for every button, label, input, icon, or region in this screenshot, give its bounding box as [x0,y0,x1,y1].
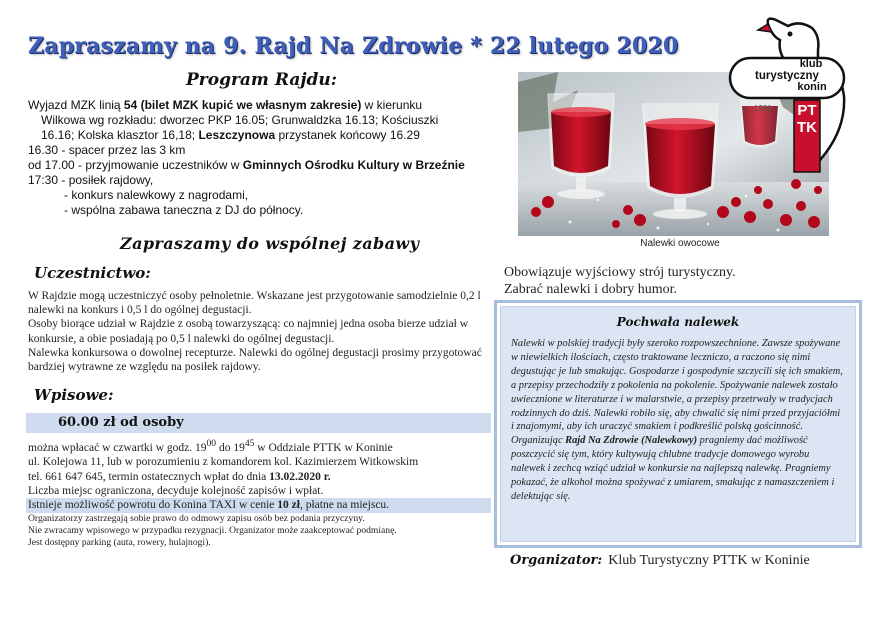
program-bullet: - wspólna zabawa taneczna z DJ do północy. [64,203,304,217]
program-text: Wyjazd MZK linią [28,98,124,112]
fee-text: , płatne na miejscu. [299,499,390,512]
note-line: Zabrać nalewki i dobry humor. [504,282,678,297]
organizer-label: Organizator: [510,553,603,568]
fee-text: w Oddziale PTTK w Koninie [254,441,393,454]
program-line [28,98,498,113]
program-text: w kierunku [361,98,423,112]
time-superscript: 00 [206,438,217,449]
organizer [510,553,810,569]
fee-section [28,437,494,549]
fee-text: Istnieje możliwość powrotu do Konina TAXI w cenie [28,499,278,512]
program-bullet: - konkurs nalewkowy z nagrodami, [64,188,249,202]
logo-text-tourist: turystyczny [755,70,819,82]
taxi-band [26,498,491,512]
price-band: 60.00 zł od osoby [26,413,491,433]
fine-print: Jest dostępny parking (auta, rowery, hulajnogi). [28,536,211,548]
participation-heading: Uczestnictwo: [34,264,151,282]
participation-paragraph: W Rajdzie mogą uczestniczyć osoby pełnoletnie. Wskazane jest przygotowanie samodzielnie 0,2 l nalewki na konkurs i 0,5 l do ogólnej degustacji. [28,290,481,317]
fee-line [28,437,494,455]
fee-text: można wpłacać w czwartki w godz. 19 [28,441,207,454]
pttk-club-logo [728,14,850,174]
program-line [28,128,498,143]
praise-text [511,337,845,504]
page-title: Zapraszamy na 9. Rajd Na Zdrowie * 22 lutego 2020 [28,33,679,59]
final-stop: Leszczynowa [198,128,276,142]
venue-name: Gminnych Ośrodku Kultury w Brzeźnie [242,158,465,172]
logo-pttk: PTTK [797,102,817,136]
program-line: 16.30 - spacer przez las 3 km [28,143,186,157]
photo-caption: Nalewki owocowe [640,238,720,249]
fee-line [28,470,494,484]
program-text: przystanek końcowy 16.29 [275,128,420,142]
participation-section [28,289,494,374]
fine-print: Nie zwracamy wpisowego w przypadku rezygnacji. Organizator może zaakceptować podmianę. [28,524,397,536]
praise-box-inner [500,306,856,542]
organizer-name: Klub Turystyczny PTTK w Koninie [608,553,810,568]
time-superscript: 45 [244,438,255,449]
taxi-price: 10 zł [277,499,300,512]
program-text: 16.16; Kolska klasztor 16,18; [41,128,199,142]
fee-line: ul. Kolejowa 11, lub w porozumieniu z komandorem kol. Kazimierzem Witkowskim [28,456,419,469]
bird-logo-icon [728,14,850,174]
fee-line: Liczba miejsc ograniczona, decyduje kolejność zapisów i wpłat. [28,485,324,498]
payment-deadline: 13.02.2020 r. [269,470,331,483]
praise-text-part: Nalewki w polskiej tradycji były szeroko rozpowszechnione. Zawsze spożywane w niewielkich ilościach, często traktowane leczniczo, a raczono się nimi degustując je lub smakując. Gospodarze i gospodynie szczycili się ich smakiem, a przepisy przechodziły z pokolenia na pokolenie. Spożywanie nalewek zostało uwiecznione w literaturze i w malarstwie, a przepisy przetrwały w tradycjach rodzinnych do dziś. Nalewki robiło się, aby chwalić się nimi przed przyjaciółmi i znajomymi, aby ich uraczyć smakiem i podkreślić polską gościnność. Organizując [511,338,843,447]
logo-text-konin: konin [797,81,827,93]
bus-ticket-note: 54 (bilet MZK kupić we własnym zakresie) [123,98,362,112]
participation-paragraph: Osoby biorące udział w Rajdzie z osobą towarzyszącą: co najmniej jedna osoba bierze udział w konkursie, a obie posiadają po 0,5 l nalewki do ogólnej degustacji. [28,318,469,345]
praise-box [494,300,862,548]
program-section [28,98,498,218]
fee-text: do 19 [216,441,245,454]
program-line: Wilkowa wg rozkładu: dworzec PKP 16.05; Grunwaldzka 16.13; Kościuszki [41,113,439,127]
program-line [28,158,498,173]
logo-year: 1981 [754,104,772,113]
program-heading: Program Rajdu: [186,70,338,90]
participation-paragraph: Nalewka konkursowa o dowolnej recepturze. Nalewki do ogólnej degustacji prosimy przygotować bardziej wytrawne ze względu na posiłek rajdowy. [28,346,482,374]
note-line: Obowiązuje wyjściowy strój turystyczny. [504,265,736,280]
program-text: od 17.00 - przyjmowanie uczestników w [28,158,243,172]
fine-print: Organizatorzy zastrzegają sobie prawo do odmowy zapisu osób bez podania przyczyny. [28,512,365,524]
program-line: 17:30 - posiłek rajdowy, [28,173,154,187]
praise-heading: Pochwała nalewek [616,315,740,329]
dress-code-notes [504,264,864,298]
invite-heading: Zapraszamy do wspólnej zabawy [120,234,420,253]
logo-text-club: klub [799,58,823,70]
fee-text: tel. 661 647 645, termin ostatecznych wpłat do dnia [28,470,270,483]
praise-text-part: pragniemy dać możliwość poszczycić się tym, który kultywują chlubne tradycje domowego wyrobu nalewek i zechcą wziąć udział w konkursie na najlepszą nalewkę. Pragniemy pokazać, że alkohol można spożywać z umiarem, smakując z namaszczeniem i delektując się. [511,435,835,502]
rally-name: Rajd Na Zdrowie (Nalewkowy) [565,435,698,447]
fee-heading: Wpisowe: [34,386,114,404]
